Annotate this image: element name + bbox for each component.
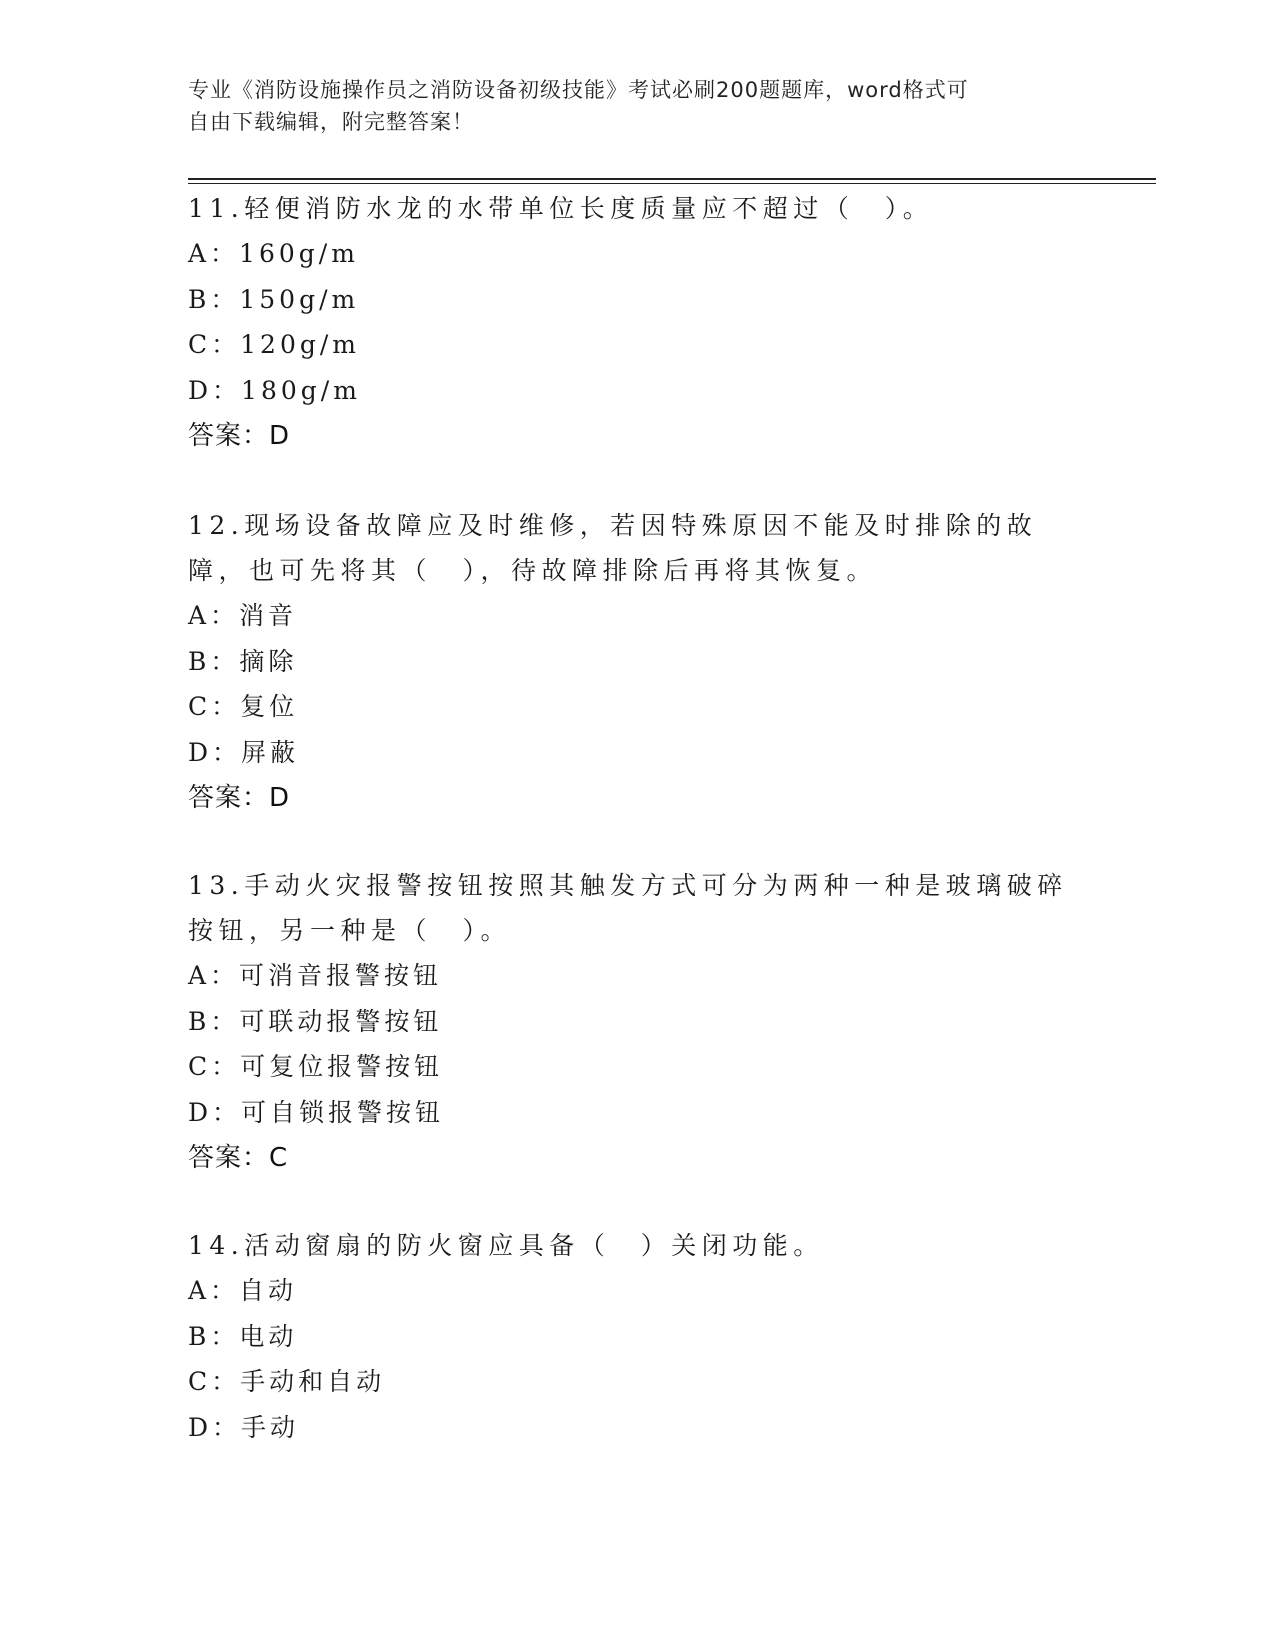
question-stem: 12.现场设备故障应及时维修，若因特殊原因不能及时排除的故障，也可先将其（ ），待故障排除后再将其恢复。 bbox=[188, 511, 1038, 585]
option-c: C：复位 bbox=[188, 692, 299, 721]
question-stem: 14.活动窗扇的防火窗应具备（ ）关闭功能。 bbox=[188, 1231, 824, 1260]
header-divider-thick bbox=[188, 178, 1156, 180]
option-a: A：可消音报警按钮 bbox=[188, 961, 443, 990]
header-title-line-1: 专业《消防设施操作员之消防设备初级技能》考试必刷200题题库，word格式可 bbox=[188, 78, 969, 102]
option-d: D：可自锁报警按钮 bbox=[188, 1097, 445, 1127]
document-header bbox=[188, 74, 1068, 138]
option-d: D：手动 bbox=[188, 1412, 300, 1442]
option-b: B：摘除 bbox=[188, 646, 298, 676]
answer: 答案：D bbox=[188, 783, 291, 813]
question-12 bbox=[188, 503, 1088, 821]
option-b: B：可联动报警按钮 bbox=[188, 1006, 443, 1036]
question-stem: 11.轻便消防水龙的水带单位长度质量应不超过（ ）。 bbox=[188, 194, 934, 223]
header-divider-thin bbox=[188, 183, 1156, 184]
option-a: A：160g/m bbox=[188, 239, 359, 268]
option-c: C：手动和自动 bbox=[188, 1367, 386, 1396]
option-d: D：屏蔽 bbox=[188, 737, 300, 767]
option-a: A：自动 bbox=[188, 1276, 298, 1305]
option-a: A：消音 bbox=[188, 601, 298, 630]
answer: 答案：D bbox=[188, 421, 291, 451]
option-b: B：电动 bbox=[188, 1321, 298, 1351]
option-c: C：120g/m bbox=[188, 330, 360, 359]
question-stem: 13.手动火灾报警按钮按照其触发方式可分为两种一种是玻璃破碎按钮，另一种是（ ）。 bbox=[188, 871, 1068, 945]
answer: 答案：C bbox=[188, 1143, 289, 1173]
option-c: C：可复位报警按钮 bbox=[188, 1052, 444, 1081]
question-13 bbox=[188, 863, 1088, 1181]
header-title-line-2: 自由下载编辑，附完整答案！ bbox=[188, 110, 474, 134]
question-11 bbox=[188, 186, 1088, 459]
option-d: D：180g/m bbox=[188, 375, 361, 405]
option-b: B：150g/m bbox=[188, 284, 360, 314]
question-14 bbox=[188, 1223, 1088, 1450]
